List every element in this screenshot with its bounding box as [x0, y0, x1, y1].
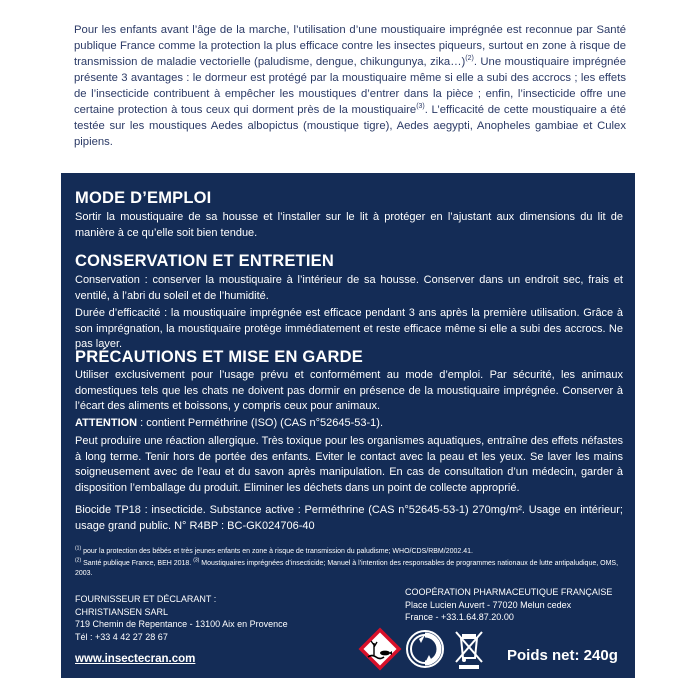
- attention-label: ATTENTION: [75, 417, 138, 429]
- instructions-panel: [61, 173, 635, 678]
- supplier-block: [75, 593, 288, 643]
- warning-text: Peut produire une réaction allergique. Très toxique pour les organismes aquatiques, entraîne des effets néfastes à long terme. Tenir hors de portée des enfants. Eviter le contact avec la peau et les yeux. Se laver les mains soigneusement avec de l’eau et du savon après manipulation. En cas de consultation d’un médecin, garder à disposition l’emballage du produit. Eliminer les déchets dans un point de collecte approprié.: [75, 435, 623, 494]
- supplier-address: 719 Chemin de Repentance - 13100 Aix en Provence: [75, 619, 288, 629]
- attention-text: : contient Perméthrine (ISO) (CAS n°52645-53-1).: [137, 417, 384, 429]
- recycle-icon: [405, 629, 445, 669]
- footnote-2-ref: (2): [75, 557, 82, 564]
- intro-text-2: . Une moustiquaire imprégnée présente 3 avantages : le dormeur est protégé par la moustiquaire même si elle a subi des accrocs ; les effets de l’insecticide contribuent à empêcher les moustiques d’entrer dans la pièce ; enfin, l’insecticide offre une certaine protection à tous ceux qui dorment près de la moustiquaire: [74, 56, 626, 116]
- intro-ref-2: (2): [465, 55, 474, 63]
- intro-paragraph: [74, 22, 626, 150]
- precautions-title: PRÉCAUTIONS ET MISE EN GARDE: [75, 348, 363, 366]
- net-weight: Poids net: 240g: [507, 647, 618, 664]
- coop-block: [405, 586, 612, 624]
- conservation-text: Conservation : conserver la moustiquaire à l’intérieur de sa housse. Conserver dans un endroit sec, frais et ventilé, à l’abri du soleil et de l’humidité.: [75, 274, 623, 302]
- coop-name: COOPÉRATION PHARMACEUTIQUE FRANÇAISE: [405, 587, 613, 597]
- mode-title: MODE D’EMPLOI: [75, 189, 212, 207]
- footnote-1: [75, 547, 625, 557]
- supplier-phone: Tél : +33 4 42 27 28 67: [75, 631, 168, 642]
- footnote-2-text: Santé publique France, BEH 2018.: [81, 560, 194, 567]
- precautions-text: Utiliser exclusivement pour l’usage prévu et conformément au mode d’emploi. Par sécurité, les animaux domestiques tels que les chats ne doivent pas dormir en présence de la moustiquaire imprégnée. Conserver à l’écart des aliments et boissons, y compris ceux pour animaux.: [75, 369, 623, 412]
- footnote-2-3: [75, 559, 625, 579]
- conservation-title: CONSERVATION ET ENTRETIEN: [75, 252, 334, 270]
- supplier-heading: FOURNISSEUR ET DÉCLARANT :: [75, 594, 217, 604]
- website-link[interactable]: www.insectecran.com: [75, 653, 196, 665]
- footnote-3-text: Moustiquaires imprégnées d’insecticide; Manuel à l’intention des responsables de programmes nationaux de lutte antipaludique, OMS, 2003.: [75, 560, 619, 577]
- coop-address: Place Lucien Auvert - 77020 Melun cedex: [405, 599, 572, 610]
- intro-text-1: Pour les enfants avant l’âge de la marche, l’utilisation d’une moustiquaire imprégnée est reconnue par Santé publique France comme la protection la plus efficace contre les insectes piqueurs, surtout en zone à risque de transmission de maladie vectorielle (paludisme, dengue, chikungunya, zika…): [74, 24, 626, 68]
- attention-line: [75, 416, 623, 432]
- efficacy-text: Durée d’efficacité : la moustiquaire imprégnée est efficace pendant 3 ans après la première utilisation. Grâce à son imprégnation, la moustiquaire protège immédiatement et reste efficace même si elle a subi des accrocs. Ne pas laver.: [75, 307, 623, 350]
- footnote-3-ref: (3): [193, 557, 200, 564]
- intro-text-3: . L’efficacité de cette moustiquaire a été testée sur les moustiques Aedes albopictus (moustique tigre), Aedes aegypti, Anopheles gambiae et Culex pipiens.: [74, 104, 626, 148]
- footnote-1-ref: (1): [75, 545, 82, 552]
- crossed-bin-icon: [453, 628, 485, 670]
- intro-ref-3: (3): [416, 103, 425, 111]
- environment-hazard-icon: [358, 627, 402, 671]
- footnote-1-text: pour la protection des bébés et très jeunes enfants en zone à risque de transmission du paludisme; WHO/CDS/RBM/2002.41.: [81, 548, 473, 555]
- biocide-text: Biocide TP18 : insecticide. Substance active : Perméthrine (CAS n°52645-53-1) 270mg/m². Usage en intérieur; usage grand public. N° R4BP : BC-GK024706-40: [75, 504, 623, 532]
- mode-text: Sortir la moustiquaire de sa housse et l’installer sur le lit à protéger en l’ajustant aux dimensions du lit de manière à ce qu’elle soit bien tendue.: [75, 211, 623, 239]
- coop-phone: France - +33.1.64.87.20.00: [405, 612, 514, 622]
- supplier-name: CHRISTIANSEN SARL: [75, 606, 169, 617]
